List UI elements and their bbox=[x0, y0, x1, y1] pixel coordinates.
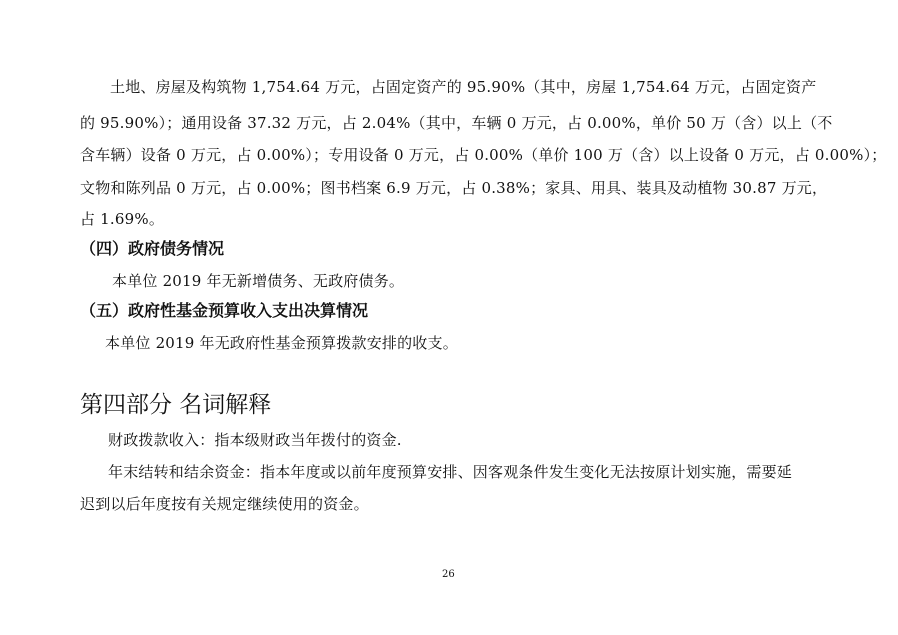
section-body-government-debt: 本单位 2019 年无新增债务、无政府债务。 bbox=[112, 272, 405, 290]
section-heading-government-fund: （五）政府性基金预算收入支出决算情况 bbox=[80, 301, 369, 320]
asset-paragraph-line-4: 文物和陈列品 0 万元，占 0.00%；图书档案 6.9 万元，占 0.38%；家具、用具、装具及动植物 30.87 万元， bbox=[80, 179, 828, 197]
asset-paragraph-line-5: 占 1.69%。 bbox=[80, 210, 165, 228]
asset-paragraph-line-2: 的 95.90%）；通用设备 37.32 万元，占 2.04%（其中，车辆 0 万元，占 0.00%，单价 50 万（含）以上（不 bbox=[80, 114, 833, 132]
glossary-term-carryover-line-2: 迟到以后年度按有关规定继续使用的资金。 bbox=[80, 495, 369, 513]
glossary-term-carryover-line-1: 年末结转和结余资金：指本年度或以前年度预算安排、因客观条件发生变化无法按原计划实施，需要延 bbox=[108, 463, 793, 481]
section-body-government-fund: 本单位 2019 年无政府性基金预算拨款安排的收支。 bbox=[105, 334, 458, 352]
section-heading-government-debt: （四）政府债务情况 bbox=[80, 239, 225, 258]
asset-paragraph-line-3: 含车辆）设备 0 万元，占 0.00%）；专用设备 0 万元，占 0.00%（单价 100 万（含）以上设备 0 万元，占 0.00%）； bbox=[80, 146, 887, 164]
glossary-term-fiscal-appropriation: 财政拨款收入：指本级财政当年拨付的资金. bbox=[108, 431, 402, 449]
part-heading-glossary: 第四部分 名词解释 bbox=[80, 392, 272, 418]
page-number: 26 bbox=[442, 569, 455, 580]
asset-paragraph-line-1: 土地、房屋及构筑物 1,754.64 万元，占固定资产的 95.90%（其中，房屋 1,754.64 万元，占固定资产 bbox=[110, 78, 817, 96]
